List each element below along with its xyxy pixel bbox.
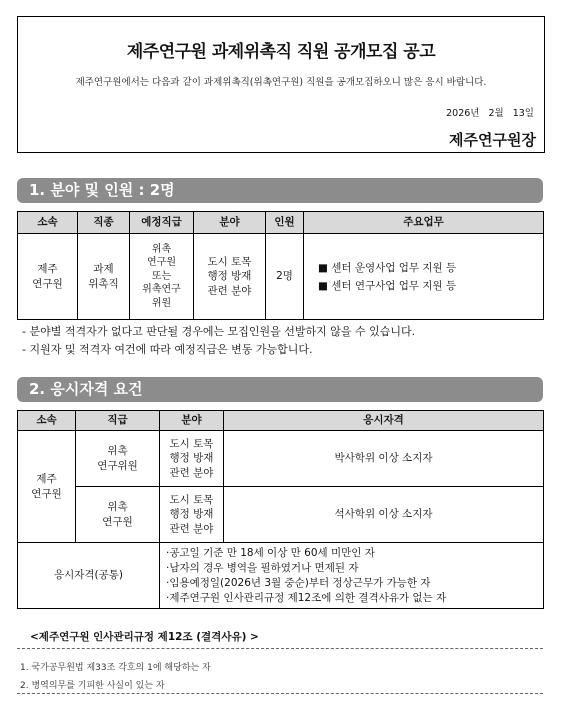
col-affiliation: 소속 xyxy=(18,411,76,431)
notice-date: 2026년 2월 13일 xyxy=(446,108,534,119)
section-1-heading: 1. 분야 및 인원 : 2명 xyxy=(17,178,543,203)
col-rank: 직급 xyxy=(76,411,160,431)
positions-table xyxy=(17,211,544,320)
list-item: 2. 병역의무를 기피한 사실이 있는 자 xyxy=(20,681,165,691)
duties-cell xyxy=(304,234,544,320)
list-item: ·임용예정일(2026년 3월 중순)부터 정상근무가 가능한 자 xyxy=(166,576,431,589)
note-item: - 지원자 및 적격자 여건에 따라 예정직급은 변동 가능합니다. xyxy=(22,343,313,356)
disqualification-title: <제주연구원 인사관리규정 제12조 (결격사유) > xyxy=(26,629,263,644)
qualification-cell: 석사학위 이상 소지자 xyxy=(224,487,544,543)
qualifications-table xyxy=(17,410,544,609)
col-headcount: 인원 xyxy=(266,212,304,234)
list-item: ·공고일 기준 만 18세 이상 만 60세 미만인 자 xyxy=(166,546,375,559)
col-affiliation: 소속 xyxy=(18,212,78,234)
rank-cell: 위촉 연구원 또는 위촉연구 위원 xyxy=(130,234,194,320)
rank-cell: 위촉 연구원 xyxy=(76,487,160,543)
field-cell: 도시 토목 행정 방재 관련 분야 xyxy=(160,431,224,487)
table-header-row xyxy=(18,212,544,234)
section-2-heading: 2. 응시자격 요건 xyxy=(17,377,543,402)
field-cell: 도시 토목 행정 방재 관련 분야 xyxy=(160,487,224,543)
headcount-cell: 2명 xyxy=(266,234,304,320)
rank-cell: 위촉 연구위원 xyxy=(76,431,160,487)
issuer-name: 제주연구원장 xyxy=(449,131,536,149)
col-field: 분야 xyxy=(160,411,224,431)
affiliation-cell: 제주 연구원 xyxy=(18,234,78,320)
col-qualification: 응시자격 xyxy=(224,411,544,431)
list-item: ·남자의 경우 병역을 필하였거나 면제된 자 xyxy=(166,561,359,574)
section-1-notes xyxy=(22,323,415,359)
intro-text: 제주연구원에서는 다음과 같이 과제위촉직(위촉연구원) 직원을 공개모집하오니 많은 응시 바랍니다. xyxy=(75,77,487,88)
table-row xyxy=(18,431,544,487)
list-item: ·제주연구원 인사관리규정 제12조에 의한 결격사유가 없는 자 xyxy=(166,591,447,604)
common-label-cell: 응시자격(공통) xyxy=(18,543,160,609)
col-job-type: 직종 xyxy=(78,212,130,234)
col-duties: 주요업무 xyxy=(304,212,544,234)
table-row xyxy=(18,543,544,609)
notice-header xyxy=(17,16,545,153)
common-qualifications-cell xyxy=(160,543,544,609)
list-item: 1. 국가공무원법 제33조 각호의 1에 해당하는 자 xyxy=(20,663,211,673)
job-type-cell: 과제 위촉직 xyxy=(78,234,130,320)
note-item: - 분야별 적격자가 없다고 판단될 경우에는 모집인원을 선발하지 않을 수 있습니다. xyxy=(22,325,416,338)
duty-item: ■ 센터 연구사업 업무 지원 등 xyxy=(318,279,457,292)
table-row xyxy=(18,234,544,320)
duty-item: ■ 센터 운영사업 업무 지원 등 xyxy=(318,261,457,274)
qualification-cell: 박사학위 이상 소지자 xyxy=(224,431,544,487)
table-header-row xyxy=(18,411,544,431)
col-field: 분야 xyxy=(194,212,266,234)
field-cell: 도시 토목 행정 방재 관련 분야 xyxy=(194,234,266,320)
page-title: 제주연구원 과제위촉직 직원 공개모집 공고 xyxy=(126,42,436,62)
affiliation-cell: 제주 연구원 xyxy=(18,431,76,543)
table-row xyxy=(18,487,544,543)
col-rank: 예정직급 xyxy=(130,212,194,234)
